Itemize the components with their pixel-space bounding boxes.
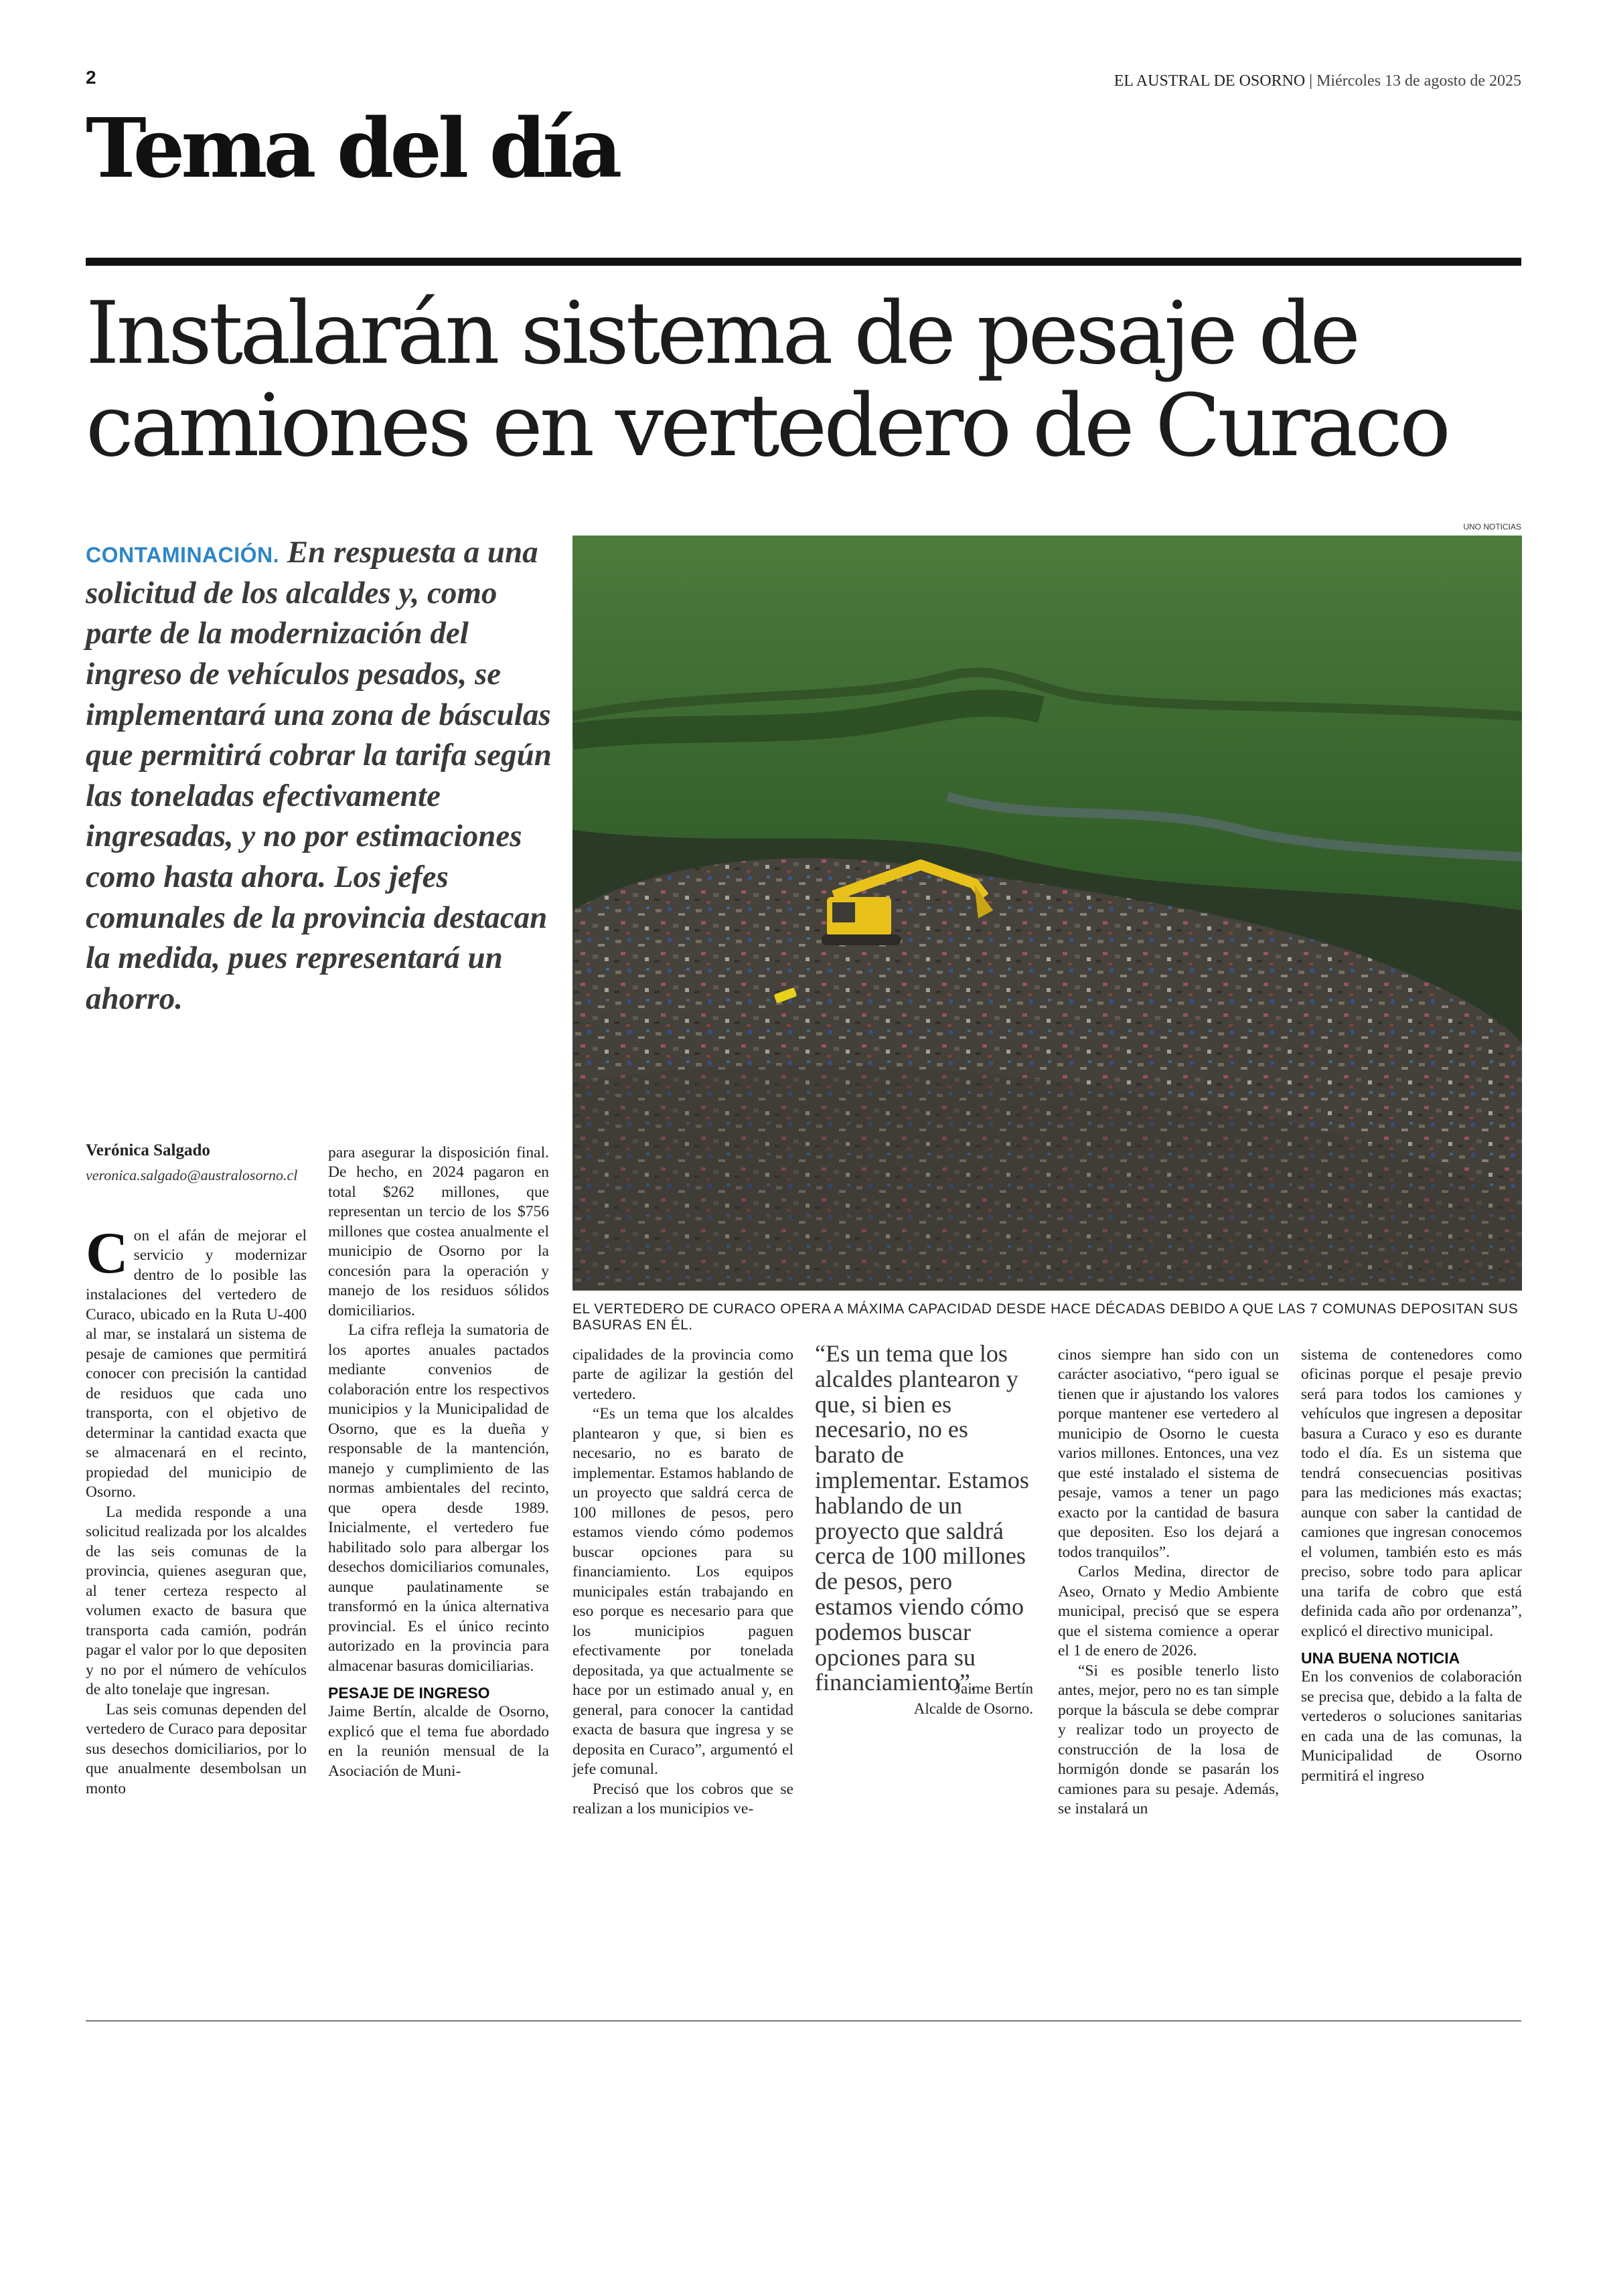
article-headline: Instalarán sistema de pesaje de camiones en vertedero de Curaco	[86, 284, 1448, 477]
lead-kicker: CONTAMINACIÓN.	[86, 543, 280, 567]
body-paragraph: para asegurar la disposición final. De hecho, en 2024 pagaron en total $262 millones, que representan un tercio de los $756 millones que costea anualmente el municipio de Osorno por la concesión para la operación y manejo de los residuos sólidos domiciliarios.	[328, 1144, 549, 1319]
article-lead	[86, 532, 554, 1019]
landfill-photo	[572, 536, 1522, 1291]
masthead-separator: |	[1305, 72, 1317, 90]
body-column-1	[86, 1221, 307, 1799]
byline	[86, 1141, 307, 1184]
body-paragraph: “Es un tema que los alcaldes plantearon y que, si bien es necesario, no es barato de implementar. Estamos hablando de un proyecto que saldrá cerca de 100 millones de pesos, pero estamos viendo cómo podemos buscar opciones para su financiamiento. Los equipos municipales están trabajando en eso porque es necesario para que los municipios paguen efectivamente por tonelada depositada, ya que actualmente se hace por un estimado anual y, en general, para conocer la cantidad exacta de basura que ingresa y se deposita en Curaco”, argumentó el jefe comunal.	[572, 1405, 793, 1779]
body-paragraph: Las seis comunas dependen del vertedero de Curaco para depositar sus desechos domiciliarios, por lo que anualmente desembolsan un monto	[86, 1700, 307, 1797]
lead-text: En respuesta a una solicitud de los alcaldes y, como parte de la modernización del ingreso de vehículos pesados, se implementará una zona de básculas que permitirá cobrar la tarifa según las toneladas efectivamente ingresadas, y no por estimaciones como hasta ahora. Los jefes comunales de la provincia destacan la medida, pues representará un ahorro.	[86, 535, 552, 1016]
body-paragraph: Carlos Medina, director de Aseo, Ornato y Medio Ambiente municipal, precisó que se espera que el sistema comience a operar el 1 de enero de 2026.	[1058, 1563, 1279, 1660]
landfill-illustration	[572, 536, 1522, 1291]
quote-author: Jaime Bertín	[955, 1680, 1033, 1697]
body-paragraph: Jaime Bertín, alcalde de Osorno, explicó que el tema fue abordado en la reunión mensual de la Asociación de Muni-	[328, 1703, 549, 1780]
quote-role: Alcalde de Osorno.	[913, 1700, 1033, 1717]
body-paragraph: En los convenios de colaboración se precisa que, debido a la falta de vertederos o soluciones sanitarias en cada una de las comunas, la Municipalidad de Osorno permitirá el ingreso	[1301, 1668, 1522, 1785]
body-paragraph: sistema de contenedores como oficinas porque el pesaje previo será para todos los camiones y vehículos que ingresen a depositar basura a Curaco y eso es durante todo el día. Es un sistema que tendrá consecuencias positivas para las mediciones más exactas; aunque con saber la cantidad de camiones que ingresan conocemos el volumen, también esto es más preciso, sobre todo para aplicar una tarifa de cobro que está definida cada año por ordenanza”, explicó el directivo municipal.	[1301, 1346, 1522, 1640]
author-email: veronica.salgado@australosorno.cl	[86, 1167, 298, 1183]
subhead-pesaje: PESAJE DE INGRESO	[328, 1684, 490, 1702]
body-paragraph: “Si es posible tenerlo listo antes, mejor, pero no es tan simple porque la báscula se debe comprar y realizar todo un proyecto de construcción de la losa de hormigón donde se pasarán los camiones para su pesaje. Además, se instalará un	[1058, 1661, 1279, 1818]
body-paragraph	[86, 1221, 307, 1503]
issue-date: Miércoles 13 de agosto de 2025	[1316, 72, 1521, 90]
section-title: Tema del día	[86, 100, 619, 196]
page-number: 2	[86, 67, 96, 88]
photo-caption: EL VERTEDERO DE CURACO OPERA A MÁXIMA CAPACIDAD DESDE HACE DÉCADAS DEBIDO A QUE LAS 7 COMUNAS DEPOSITAN SUS BASURAS EN ÉL.	[572, 1301, 1519, 1333]
body-text: on el afán de mejorar el servicio y modernizar dentro de lo posible las instalaciones del vertedero de Curaco, ubicado en la Ruta U-400 al mar, se instalará un sistema de pesaje de camiones que permitirá conocer con precisión la cantidad de residuos que cada uno transporta, con el objetivo de determinar la cantidad exacta que se almacenará en el recinto, propiedad del municipio de Osorno.	[86, 1227, 307, 1501]
body-paragraph: cipalidades de la provincia como parte de agilizar la gestión del vertedero.	[572, 1346, 793, 1403]
bottom-rule	[86, 2020, 1521, 2022]
masthead	[1114, 72, 1521, 90]
body-column-6	[1301, 1345, 1522, 1786]
pull-quote: “Es un tema que los alcaldes plantearon y que, si bien es necesario, no es barato de implementar. Estamos hablando de un proyecto que saldrá cerca de 100 millones de pesos, pero estamos viendo cómo podemos buscar opciones para su financiamiento”.	[815, 1340, 1029, 1696]
body-column-2	[328, 1143, 549, 1781]
body-paragraph: La medida responde a una solicitud realizada por los alcaldes de las seis comunas de la provincia, quienes aseguran que, al tener certeza respecto al volumen exacto de basura que transporta cada camión, podrán pagar el valor por lo que depositen y no por el número de vehículos de alto tonelaje que ingresan.	[86, 1503, 307, 1699]
body-paragraph: La cifra refleja la sumatoria de los aportes anuales pactados mediante convenios de colaboración entre los respectivos municipios y la Municipalidad de Osorno, que es la dueña y responsable de la mantención, manejo y cumplimiento de las normas ambientales del recinto, que opera desde 1989. Inicialmente, el vertedero fue habilitado solo para albergar los desechos domiciliarios comunales, aunque paulatinamente se transformó en la única alternativa provincial. Es el único recinto autorizado en la provincia para almacenar basuras domiciliarias.	[328, 1321, 549, 1675]
body-column-3	[572, 1345, 793, 1819]
top-rule	[86, 258, 1521, 266]
quote-attribution	[815, 1679, 1033, 1719]
body-paragraph: Precisó que los cobros que se realizan a los municipios ve-	[572, 1780, 793, 1818]
author-name: Verónica Salgado	[86, 1141, 210, 1159]
body-paragraph: cinos siempre han sido con un carácter asociativo, “pero igual se tienen que ir ajustando los valores porque mantener ese vertedero al municipio de Osorno le cuesta varios millones. Entonces, una vez que esté instalado el sistema de pesaje, vamos a tener un pago exacto por la cantidad de basura que depositen. Eso los dejará a todos tranquilos”.	[1058, 1346, 1279, 1561]
drop-cap: C	[86, 1221, 129, 1286]
subhead-buena-noticia: UNA BUENA NOTICIA	[1301, 1649, 1460, 1667]
publication-name: EL AUSTRAL DE OSORNO	[1114, 72, 1306, 90]
body-column-5	[1058, 1345, 1279, 1819]
photo-credit: UNO NOTICIAS	[1463, 522, 1521, 531]
